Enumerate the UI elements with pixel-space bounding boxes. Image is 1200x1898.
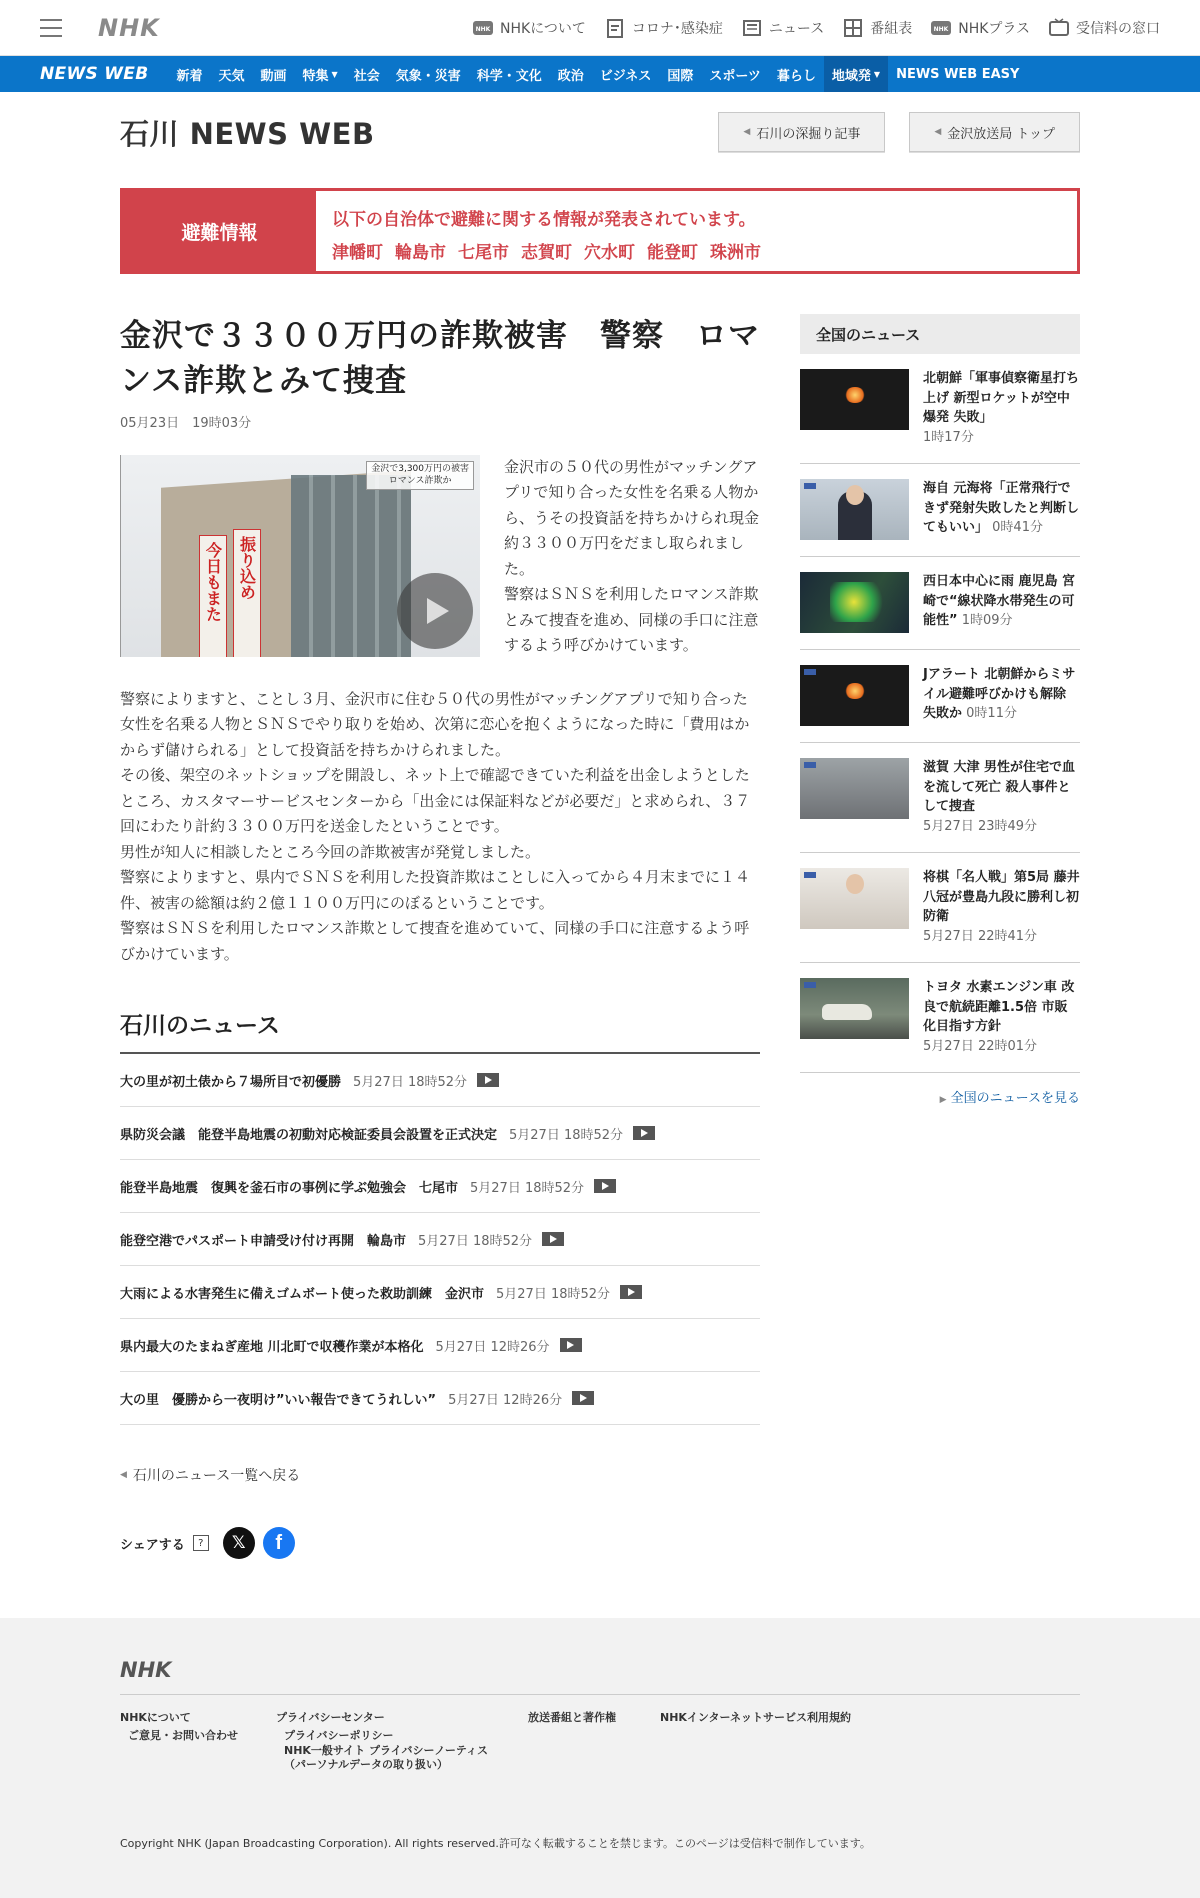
nav-item-disaster[interactable]: 気象・災害 [395, 68, 461, 84]
nav-item-video[interactable]: 動画 [260, 68, 287, 84]
list-item[interactable]: 県内最大のたまねぎ産地 川北町で収穫作業が本格化 5月27日 12時26分 [120, 1319, 760, 1372]
article-paragraph: 警察によりますと、ことし３月、金沢市に住む５０代の男性がマッチングアプリで知り合った女性を名乗る人物とＳＮＳでやり取りを始め、次第に恋心を抱くようになった時に「費用はかからず儲けられる」として投資話を持ちかけられました。 [120, 689, 750, 759]
banner-image: 振り込め [233, 529, 261, 657]
footer-link[interactable]: 放送番組と著作権 [528, 1711, 616, 1724]
footer-link[interactable]: NHKインターネットサービス利用規約 [660, 1711, 851, 1724]
article-title: 金沢で３３００万円の詐欺被害 警察 ロマンス詐欺とみて捜査 [120, 318, 760, 399]
triangle-left-icon: ◀ [934, 127, 942, 137]
article-top [120, 455, 760, 659]
alert-body [316, 191, 777, 271]
svg-text:NHK: NHK [933, 25, 949, 33]
article-paragraph: 警察はＳＮＳを利用したロマンス詐欺として捜査を進めていて、同様の手口に注意するよう呼びかけています。 [120, 919, 750, 963]
nav-item-international[interactable]: 国際 [667, 68, 694, 84]
news-thumbnail [800, 369, 909, 430]
evacuation-alert[interactable] [120, 188, 1080, 274]
list-item[interactable]: 大雨による水害発生に備えゴムボート使った救助訓練 金沢市 5月27日 18時52分 [120, 1266, 760, 1319]
news-thumbnail [800, 758, 909, 819]
sidebar-news-item[interactable]: トヨタ 水素エンジン車 改良で航続距離1.5倍 市販化目指す方針 5月27日 22時01分 [800, 963, 1080, 1073]
sidebar-news-item[interactable]: 将棋「名人戦」第5局 藤井八冠が豊島九段に勝利し初防衛 5月27日 22時41分 [800, 853, 1080, 963]
local-news-list [120, 1054, 760, 1425]
nav-item-easy[interactable]: NEWS WEB EASY [896, 66, 1020, 82]
sidebar-news-item[interactable]: Jアラート 北朝鮮からミサイル避難呼びかけも解除 失敗か 0時11分 [800, 650, 1080, 743]
video-caption: 金沢で3,300万円の被害 ロマンス詐欺か [366, 461, 474, 490]
back-to-list-link[interactable]: ◀ 石川のニュース一覧へ戻る [120, 1468, 301, 1485]
menu-icon[interactable] [40, 19, 62, 37]
sidebar-news-item[interactable]: 西日本中心に雨 鹿児島 宮崎で“線状降水帯発生の可能性” 1時09分 [800, 557, 1080, 650]
article-date: 05月23日 19時03分 [120, 415, 252, 431]
facebook-share-icon[interactable]: f [263, 1527, 295, 1559]
station-top-button[interactable]: ◀ 金沢放送局 トップ [909, 112, 1080, 152]
alert-label: 避難情報 [123, 191, 316, 271]
article-body [120, 687, 760, 968]
article-column [120, 314, 760, 1559]
triangle-left-icon: ◀ [743, 127, 751, 137]
article-paragraph: 警察によりますと、県内でＳＮＳを利用した投資詐欺はことしに入ってから４月末までに１４件、被害の総額は約２億１１００万円にのぼるということです。 [120, 868, 751, 912]
nhk-logo[interactable]: NHK [98, 13, 160, 42]
top-header [0, 0, 1200, 56]
x-share-icon[interactable]: 𝕏 [223, 1527, 255, 1559]
video-icon [560, 1338, 582, 1352]
list-item[interactable]: 能登半島地震 復興を釜石市の事例に学ぶ勉強会 七尾市 5月27日 18時52分 [120, 1160, 760, 1213]
top-links [472, 17, 1160, 39]
alert-town: 珠洲市 [710, 243, 761, 263]
alert-text: 以下の自治体で避難に関する情報が発表されています。 [332, 210, 756, 230]
article-lead: 金沢市の５０代の男性がマッチングアプリで知り合った女性を名乗る人物から、うその投資話を持ちかけられ現金約３３００万円をだまし取られました。 警察はＳＮＳを利用したロマンス詐欺とみて捜査を進め、同様の手口に注意するよう呼びかけています。 [504, 457, 760, 655]
nav-item-science[interactable]: 科学・文化 [476, 68, 542, 84]
more-national-news-link[interactable]: ▶ 全国のニュースを見る [939, 1091, 1080, 1106]
toplink-covid[interactable]: コロナ･感染症 [604, 17, 723, 39]
deep-dive-button[interactable]: ◀ 石川の深掘り記事 [718, 112, 885, 152]
play-icon[interactable] [397, 573, 473, 649]
news-thumbnail [800, 868, 909, 929]
video-icon [594, 1179, 616, 1193]
video-icon [620, 1285, 642, 1299]
main-nav [0, 56, 1200, 92]
video-icon [542, 1232, 564, 1246]
triangle-right-icon: ▶ [939, 1095, 947, 1105]
footer-link[interactable]: プライバシーポリシー [284, 1728, 394, 1742]
alert-town: 輪島市 [395, 243, 446, 263]
sidebar-news-item[interactable]: 北朝鮮「軍事偵察衛星打ち上げ 新型ロケットが空中爆発 失敗」 1時17分 [800, 354, 1080, 464]
nav-item-regional[interactable]: 地域発 ▼ [824, 56, 888, 92]
nav-item-new[interactable]: 新着 [176, 68, 203, 84]
nhk-icon [472, 17, 494, 39]
newspaper-icon [741, 17, 763, 39]
toplink-about[interactable]: NHK NHKについて [472, 17, 586, 39]
list-item[interactable]: 能登空港でパスポート申請受け付け再開 輪島市 5月27日 18時52分 [120, 1213, 760, 1266]
footer-links [120, 1709, 1080, 1773]
alert-town: 志賀町 [521, 243, 572, 263]
footer-link[interactable]: ご意見・お問い合わせ [128, 1728, 238, 1742]
nav-item-sports[interactable]: スポーツ [709, 68, 761, 84]
news-thumbnail [800, 479, 909, 540]
nav-item-business[interactable]: ビジネス [599, 68, 652, 84]
sidebar-news-item[interactable]: 滋賀 大津 男性が住宅で血を流して死亡 殺人事件として捜査 5月27日 23時49分 [800, 743, 1080, 853]
banner-image: 今日もまた [199, 535, 227, 657]
alert-town: 穴水町 [584, 243, 635, 263]
caret-down-icon: ▼ [873, 69, 881, 79]
triangle-left-icon: ◀ [120, 1470, 127, 1481]
local-news-heading: 石川のニュース [120, 1007, 760, 1054]
nav-item-weather[interactable]: 天気 [218, 68, 245, 84]
article-paragraph: その後、架空のネットショップを開設し、ネット上で確認できていた利益を出金しようとしたところ、カスタマーサービスセンターから「出金には保証料などが必要だ」と求められ、３７回にわたり計約３３００万円を送金したということです。 [120, 766, 751, 836]
footer-link[interactable]: NHKについて [120, 1711, 191, 1724]
copyright: Copyright NHK (Japan Broadcasting Corporation). All rights reserved.許可なく転載することを禁じます。このページは受信料で制作しています。 [120, 1836, 871, 1850]
alert-town: 能登町 [647, 243, 698, 263]
video-icon [572, 1391, 594, 1405]
footer-link[interactable]: NHK一般サイト プライバシーノーティス [284, 1744, 489, 1758]
footer-logo[interactable]: NHK [120, 1658, 1080, 1695]
caret-down-icon: ▼ [331, 69, 338, 79]
grid-icon [842, 17, 864, 39]
content-columns [120, 314, 1080, 1559]
news-thumbnail [800, 978, 909, 1039]
header-buttons [718, 112, 1080, 152]
page-container [120, 92, 1080, 1559]
clipboard-icon [604, 17, 626, 39]
nav-item-life[interactable]: 暮らし [776, 68, 816, 84]
footer-link[interactable]: （パーソナルデータの取り扱い） [284, 1758, 449, 1772]
nav-item-society[interactable]: 社会 [353, 68, 380, 84]
toplink-news[interactable]: ニュース [741, 17, 824, 39]
alert-town: 七尾市 [458, 243, 509, 263]
toplink-nhk-plus[interactable]: NHK NHKプラス [930, 17, 1030, 39]
alert-towns [332, 238, 761, 263]
news-thumbnail [800, 572, 909, 633]
national-news-heading: 全国のニュース [800, 314, 1080, 354]
alert-town: 津幡町 [332, 243, 383, 263]
help-icon[interactable]: ? [193, 1535, 209, 1551]
list-item[interactable]: 大の里 優勝から一夜明け”いい報告できてうれしい” 5月27日 12時26分 [120, 1372, 760, 1425]
footer [0, 1618, 1200, 1898]
nav-item-features[interactable]: 特集 ▼ [302, 68, 338, 84]
svg-text:NHK: NHK [475, 25, 491, 33]
video-icon [633, 1126, 655, 1140]
toplink-tv-guide[interactable]: 番組表 [842, 17, 912, 39]
news-web-logo[interactable]: NEWS WEB [40, 64, 149, 84]
news-thumbnail [800, 665, 909, 726]
list-item[interactable]: 大の里が初土俵から７場所目で初優勝 5月27日 18時52分 [120, 1054, 760, 1107]
nhk-plus-icon [930, 17, 952, 39]
sidebar [800, 314, 1080, 1559]
tv-icon [1048, 17, 1070, 39]
toplink-fee[interactable]: 受信料の窓口 [1048, 17, 1160, 39]
article-video[interactable] [120, 455, 480, 657]
video-icon [477, 1073, 499, 1087]
list-item[interactable]: 県防災会議 能登半島地震の初動対応検証委員会設置を正式決定 5月27日 18時52分 [120, 1107, 760, 1160]
share-label: シェアする [120, 1537, 185, 1553]
nav-item-politics[interactable]: 政治 [557, 68, 584, 84]
share-bar [120, 1527, 760, 1559]
page-title: 石川 NEWS WEB [120, 116, 375, 151]
footer-link[interactable]: プライバシーセンター [276, 1711, 385, 1724]
page-header [120, 92, 1080, 172]
sidebar-news-item[interactable]: 海自 元海将「正常飛行できず発射失敗したと判断してもいい」 0時41分 [800, 464, 1080, 557]
article-paragraph: 男性が知人に相談したところ今回の詐欺被害が発覚しました。 [120, 842, 541, 861]
